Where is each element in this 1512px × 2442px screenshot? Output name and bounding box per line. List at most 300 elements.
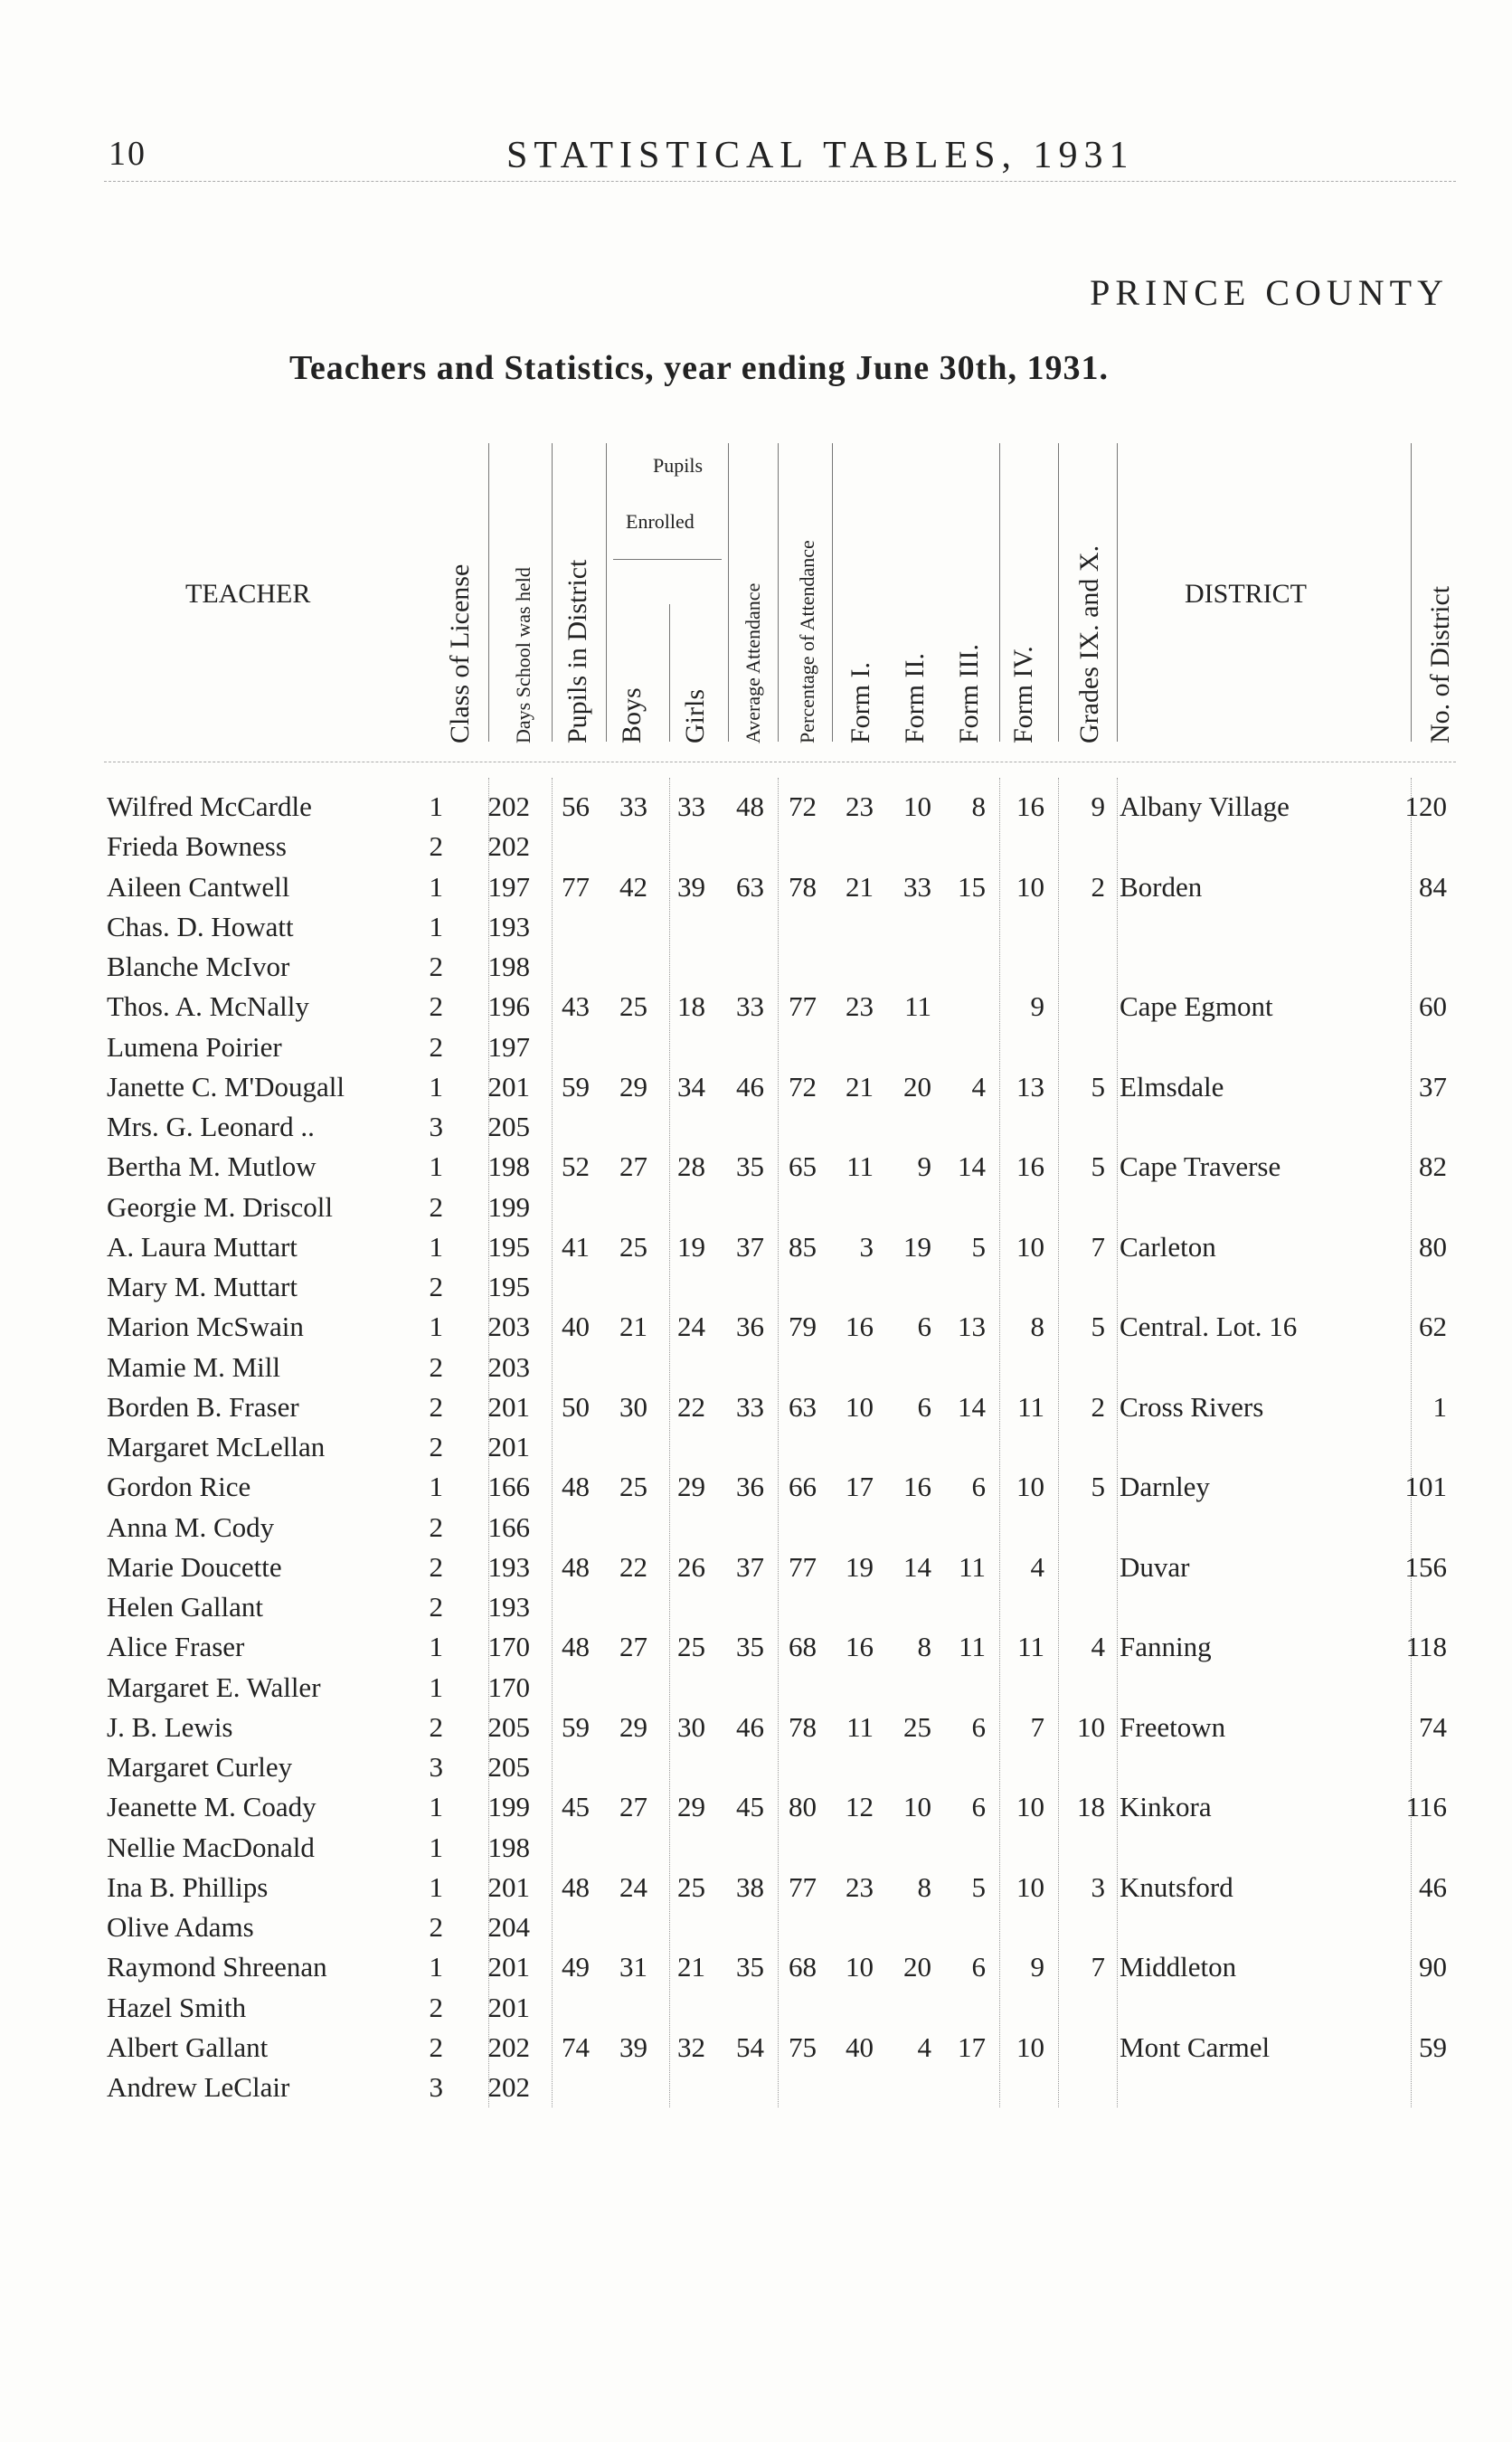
table-row — [0, 1627, 1512, 1667]
percentage-attendance-cell: 78 — [789, 1710, 817, 1743]
table-row — [0, 1307, 1512, 1347]
percentage-attendance-cell: 68 — [789, 1951, 817, 1983]
percentage-attendance-cell: 63 — [789, 1390, 817, 1423]
days-held-cell: 195 — [487, 1230, 530, 1263]
girls-cell: 25 — [677, 1870, 705, 1903]
boys-cell: 27 — [619, 1631, 647, 1663]
form-3-cell: 14 — [958, 1390, 986, 1423]
form-3-cell: 11 — [959, 1550, 986, 1583]
class-of-license-cell: 2 — [429, 1710, 443, 1743]
district-name: Cape Egmont — [1120, 990, 1273, 1023]
days-held-cell: 170 — [487, 1631, 530, 1663]
class-of-license-cell: 2 — [429, 951, 443, 982]
grades-9-10-cell: 3 — [1091, 1870, 1105, 1903]
header-divider — [552, 443, 553, 742]
boys-cell: 27 — [619, 1150, 647, 1183]
table-row — [0, 987, 1512, 1027]
header-divider — [1117, 443, 1118, 742]
days-held-cell: 203 — [487, 1311, 530, 1343]
class-of-license-cell: 2 — [429, 1431, 443, 1462]
days-held-cell: 201 — [487, 1070, 530, 1103]
girls-cell: 18 — [677, 990, 705, 1023]
table-row — [0, 947, 1512, 987]
girls-cell: 39 — [677, 870, 705, 903]
form-3-cell: 5 — [971, 1230, 986, 1263]
header-divider — [488, 443, 489, 742]
form-3-cell: 6 — [971, 1951, 986, 1983]
header-divider — [1058, 443, 1059, 742]
form-3-cell: 11 — [959, 1631, 986, 1663]
district-number-cell: 59 — [1419, 2030, 1447, 2063]
percentage-attendance-cell: 72 — [789, 1070, 817, 1103]
class-of-license-cell: 3 — [429, 1111, 443, 1142]
average-attendance-cell: 54 — [736, 2030, 764, 2063]
teacher-name: Margaret E. Waller — [107, 1671, 321, 1703]
average-attendance-cell: 33 — [736, 1390, 764, 1423]
pupils-in-district-cell: 50 — [562, 1390, 590, 1423]
girls-cell: 19 — [677, 1230, 705, 1263]
average-attendance-cell: 36 — [736, 1471, 764, 1503]
teacher-name: Wilfred McCardle — [107, 790, 312, 822]
table-row — [0, 1708, 1512, 1747]
teacher-name: Mary M. Muttart — [107, 1271, 298, 1302]
percentage-attendance-cell: 68 — [789, 1631, 817, 1663]
percentage-attendance-cell: 78 — [789, 870, 817, 903]
district-number-cell: 90 — [1419, 1951, 1447, 1983]
average-attendance-cell: 33 — [736, 990, 764, 1023]
grades-9-10-cell: 5 — [1091, 1311, 1105, 1343]
form-4-cell: 10 — [1016, 1870, 1044, 1903]
table-row — [0, 867, 1512, 907]
girls-cell: 30 — [677, 1710, 705, 1743]
class-of-license-cell: 2 — [429, 1591, 443, 1623]
teacher-name: Chas. D. Howatt — [107, 910, 294, 942]
table-row — [0, 907, 1512, 947]
table-row — [0, 1587, 1512, 1627]
pupils-in-district-cell: 45 — [562, 1791, 590, 1823]
form-3-cell: 6 — [971, 1791, 986, 1823]
form-2-cell: 25 — [903, 1710, 931, 1743]
district-name: Knutsford — [1120, 1870, 1233, 1903]
header-boys: Boys — [617, 687, 647, 743]
teacher-name: Gordon Rice — [107, 1471, 251, 1503]
class-of-license-cell: 2 — [429, 1190, 443, 1223]
table-row — [0, 1508, 1512, 1548]
table-row — [0, 1668, 1512, 1708]
form-2-cell: 8 — [917, 1631, 931, 1663]
class-of-license-cell: 2 — [429, 1911, 443, 1943]
days-held-cell: 199 — [487, 1791, 530, 1823]
boys-cell: 25 — [619, 1230, 647, 1263]
days-held-cell: 170 — [487, 1671, 530, 1703]
form-4-cell: 11 — [1017, 1631, 1044, 1663]
girls-cell: 21 — [677, 1951, 705, 1983]
teacher-name: Mrs. G. Leonard .. — [107, 1111, 315, 1142]
district-name: Fanning — [1120, 1631, 1212, 1663]
form-4-cell: 8 — [1030, 1311, 1044, 1343]
district-name: Mont Carmel — [1120, 2030, 1271, 2063]
form-2-cell: 20 — [903, 1951, 931, 1983]
district-name: Carleton — [1120, 1230, 1216, 1263]
header-form-1: Form I. — [846, 662, 875, 743]
form-1-cell: 17 — [846, 1471, 874, 1503]
table-row — [0, 1427, 1512, 1467]
teacher-name: Lumena Poirier — [107, 1030, 282, 1063]
class-of-license-cell: 1 — [429, 1150, 443, 1183]
grades-9-10-cell: 2 — [1091, 870, 1105, 903]
header-class-of-license: Class of License — [445, 563, 475, 743]
form-1-cell: 16 — [846, 1631, 874, 1663]
days-held-cell: 205 — [487, 1751, 530, 1783]
average-attendance-cell: 37 — [736, 1550, 764, 1583]
boys-cell: 27 — [619, 1791, 647, 1823]
days-held-cell: 193 — [487, 1550, 530, 1583]
class-of-license-cell: 2 — [429, 1030, 443, 1063]
form-3-cell: 4 — [971, 1070, 986, 1103]
district-name: Middleton — [1120, 1951, 1237, 1983]
table-row — [0, 1787, 1512, 1827]
percentage-attendance-cell: 77 — [789, 1870, 817, 1903]
teacher-name: Jeanette M. Coady — [107, 1791, 317, 1823]
teacher-name: Ina B. Phillips — [107, 1870, 269, 1903]
class-of-license-cell: 2 — [429, 2030, 443, 2063]
pupils-in-district-cell: 40 — [562, 1311, 590, 1343]
average-attendance-cell: 35 — [736, 1951, 764, 1983]
form-1-cell: 21 — [846, 870, 874, 903]
table-body — [0, 787, 1512, 2107]
district-name: Cape Traverse — [1120, 1150, 1281, 1183]
district-number-cell: 82 — [1419, 1150, 1447, 1183]
header-divider — [669, 604, 670, 742]
percentage-attendance-cell: 85 — [789, 1230, 817, 1263]
grades-9-10-cell: 7 — [1091, 1951, 1105, 1983]
page-subtitle: Teachers and Statistics, year ending June 30th, 1931. — [289, 349, 1109, 387]
header-girls: Girls — [680, 689, 710, 743]
pupils-in-district-cell: 74 — [562, 2030, 590, 2063]
class-of-license-cell: 1 — [429, 1070, 443, 1103]
boys-cell: 42 — [619, 870, 647, 903]
days-held-cell: 201 — [487, 1870, 530, 1903]
days-held-cell: 196 — [487, 990, 530, 1023]
days-held-cell: 195 — [487, 1271, 530, 1302]
class-of-license-cell: 1 — [429, 1471, 443, 1503]
form-2-cell: 16 — [903, 1471, 931, 1503]
form-3-cell: 17 — [958, 2030, 986, 2063]
average-attendance-cell: 48 — [736, 790, 764, 822]
teacher-name: Helen Gallant — [107, 1591, 264, 1623]
teacher-name: Janette C. M'Dougall — [107, 1070, 345, 1103]
class-of-license-cell: 2 — [429, 1350, 443, 1383]
girls-cell: 25 — [677, 1631, 705, 1663]
district-number-cell: 62 — [1419, 1311, 1447, 1343]
teacher-name: Nellie MacDonald — [107, 1831, 315, 1863]
form-4-cell: 16 — [1016, 1150, 1044, 1183]
pupils-in-district-cell: 59 — [562, 1070, 590, 1103]
days-held-cell: 201 — [487, 1431, 530, 1462]
girls-cell: 29 — [677, 1791, 705, 1823]
days-held-cell: 201 — [487, 1951, 530, 1983]
pupils-in-district-cell: 59 — [562, 1710, 590, 1743]
grades-9-10-cell: 9 — [1091, 790, 1105, 822]
class-of-license-cell: 2 — [429, 1991, 443, 2023]
teacher-name: Bertha M. Mutlow — [107, 1150, 317, 1183]
class-of-license-cell: 1 — [429, 1831, 443, 1863]
form-4-cell: 10 — [1016, 1230, 1044, 1263]
table-row — [0, 1828, 1512, 1868]
teacher-name: Hazel Smith — [107, 1991, 247, 2023]
table-row — [0, 1747, 1512, 1787]
table-row — [0, 1868, 1512, 1907]
boys-cell: 21 — [619, 1311, 647, 1343]
days-held-cell: 197 — [487, 1030, 530, 1063]
table-row — [0, 1267, 1512, 1307]
form-4-cell: 4 — [1030, 1550, 1044, 1583]
district-name: Cross Rivers — [1120, 1390, 1264, 1423]
class-of-license-cell: 1 — [429, 1671, 443, 1703]
form-1-cell: 12 — [846, 1791, 874, 1823]
district-number-cell: 80 — [1419, 1230, 1447, 1263]
average-attendance-cell: 37 — [736, 1230, 764, 1263]
days-held-cell: 193 — [487, 910, 530, 942]
header-district: DISTRICT — [1185, 579, 1307, 609]
district-name: Duvar — [1120, 1550, 1190, 1583]
form-1-cell: 11 — [846, 1710, 874, 1743]
class-of-license-cell: 1 — [429, 1951, 443, 1983]
district-number-cell: 37 — [1419, 1070, 1447, 1103]
header-pupils-in-district: Pupils in District — [562, 559, 592, 743]
form-1-cell: 16 — [846, 1311, 874, 1343]
header-form-3: Form III. — [954, 644, 984, 743]
form-4-cell: 10 — [1016, 1471, 1044, 1503]
boys-cell: 31 — [619, 1951, 647, 1983]
header-rule — [104, 181, 1456, 182]
header-percentage-attendance: Percentage of Attendance — [796, 540, 818, 743]
boys-cell: 25 — [619, 990, 647, 1023]
header-average-attendance: Average Attendance — [742, 582, 764, 743]
average-attendance-cell: 36 — [736, 1311, 764, 1343]
form-2-cell: 6 — [917, 1390, 931, 1423]
days-held-cell: 198 — [487, 951, 530, 982]
county-title: PRINCE COUNTY — [1090, 272, 1449, 313]
grades-9-10-cell: 18 — [1077, 1791, 1105, 1823]
header-divider — [832, 443, 833, 742]
district-name: Elmsdale — [1120, 1070, 1224, 1103]
percentage-attendance-cell: 72 — [789, 790, 817, 822]
pupils-in-district-cell: 48 — [562, 1550, 590, 1583]
teacher-name: Anna M. Cody — [107, 1510, 275, 1543]
percentage-attendance-cell: 77 — [789, 1550, 817, 1583]
form-4-cell: 9 — [1030, 990, 1044, 1023]
pupils-in-district-cell: 49 — [562, 1951, 590, 1983]
table-row — [0, 1188, 1512, 1227]
form-2-cell: 33 — [903, 870, 931, 903]
girls-cell: 28 — [677, 1150, 705, 1183]
form-3-cell: 8 — [971, 790, 986, 822]
form-4-cell: 9 — [1030, 1951, 1044, 1983]
form-2-cell: 10 — [903, 790, 931, 822]
form-2-cell: 14 — [903, 1550, 931, 1583]
form-1-cell: 23 — [846, 790, 874, 822]
teacher-name: Raymond Shreenan — [107, 1951, 327, 1983]
form-1-cell: 23 — [846, 1870, 874, 1903]
form-3-cell: 13 — [958, 1311, 986, 1343]
district-number-cell: 101 — [1404, 1471, 1447, 1503]
days-held-cell: 202 — [487, 2030, 530, 2063]
form-2-cell: 6 — [917, 1311, 931, 1343]
girls-cell: 29 — [677, 1471, 705, 1503]
teacher-name: Alice Fraser — [107, 1631, 245, 1663]
girls-cell: 33 — [677, 790, 705, 822]
form-1-cell: 40 — [846, 2030, 874, 2063]
girls-cell: 34 — [677, 1070, 705, 1103]
header-divider — [1411, 443, 1412, 742]
grades-9-10-cell: 5 — [1091, 1471, 1105, 1503]
teacher-name: Margaret McLellan — [107, 1431, 326, 1462]
teacher-name: Frieda Bowness — [107, 830, 287, 863]
teacher-name: Borden B. Fraser — [107, 1390, 299, 1423]
class-of-license-cell: 2 — [429, 830, 443, 863]
header-divider — [999, 443, 1000, 742]
days-held-cell: 205 — [487, 1111, 530, 1142]
girls-cell: 32 — [677, 2030, 705, 2063]
form-2-cell: 9 — [917, 1150, 931, 1183]
header-divider — [728, 443, 729, 742]
boys-cell: 29 — [619, 1070, 647, 1103]
district-number-cell: 60 — [1419, 990, 1447, 1023]
class-of-license-cell: 1 — [429, 1230, 443, 1263]
girls-cell: 22 — [677, 1390, 705, 1423]
days-held-cell: 166 — [487, 1471, 530, 1503]
percentage-attendance-cell: 66 — [789, 1471, 817, 1503]
district-number-cell: 1 — [1432, 1390, 1447, 1423]
teacher-name: Thos. A. McNally — [107, 990, 309, 1023]
teacher-name: Mamie M. Mill — [107, 1350, 281, 1383]
district-name: Darnley — [1120, 1471, 1210, 1503]
table-row — [0, 1067, 1512, 1107]
days-held-cell: 203 — [487, 1350, 530, 1383]
grades-9-10-cell: 5 — [1091, 1150, 1105, 1183]
teacher-name: A. Laura Muttart — [107, 1230, 298, 1263]
days-held-cell: 202 — [487, 790, 530, 822]
class-of-license-cell: 1 — [429, 1791, 443, 1823]
pupils-in-district-cell: 48 — [562, 1870, 590, 1903]
form-3-cell: 6 — [971, 1471, 986, 1503]
running-head: STATISTICAL TABLES, 1931 — [506, 135, 1135, 176]
header-grades: Grades IX. and X. — [1074, 544, 1104, 743]
teacher-name: Blanche McIvor — [107, 951, 290, 982]
class-of-license-cell: 2 — [429, 990, 443, 1023]
boys-cell: 30 — [619, 1390, 647, 1423]
form-3-cell: 5 — [971, 1870, 986, 1903]
table-row — [0, 1947, 1512, 1987]
header-form-2: Form II. — [900, 653, 930, 743]
teacher-name: Andrew LeClair — [107, 2071, 290, 2103]
header-pupils: Pupils — [653, 454, 704, 477]
header-divider — [778, 443, 779, 742]
teacher-name: Marion McSwain — [107, 1311, 304, 1343]
days-held-cell: 205 — [487, 1710, 530, 1743]
district-name: Freetown — [1120, 1710, 1226, 1743]
form-2-cell: 4 — [917, 2030, 931, 2063]
teacher-name: Margaret Curley — [107, 1751, 293, 1783]
grades-9-10-cell: 2 — [1091, 1390, 1105, 1423]
table-row — [0, 787, 1512, 827]
days-held-cell: 193 — [487, 1591, 530, 1623]
table-row — [0, 1548, 1512, 1587]
average-attendance-cell: 46 — [736, 1710, 764, 1743]
percentage-attendance-cell: 79 — [789, 1311, 817, 1343]
boys-cell: 39 — [619, 2030, 647, 2063]
header-days-school-held: Days School was held — [512, 567, 534, 743]
days-held-cell: 202 — [487, 2071, 530, 2103]
class-of-license-cell: 3 — [429, 1751, 443, 1783]
form-2-cell: 8 — [917, 1870, 931, 1903]
header-teacher: TEACHER — [185, 579, 311, 609]
days-held-cell: 199 — [487, 1190, 530, 1223]
form-1-cell: 21 — [846, 1070, 874, 1103]
district-number-cell: 156 — [1404, 1550, 1447, 1583]
enrolled-rule — [613, 559, 722, 560]
form-1-cell: 10 — [846, 1951, 874, 1983]
days-held-cell: 202 — [487, 830, 530, 863]
form-4-cell: 13 — [1016, 1070, 1044, 1103]
table-row — [0, 827, 1512, 866]
header-form-4: Form IV. — [1008, 646, 1038, 743]
class-of-license-cell: 1 — [429, 1311, 443, 1343]
form-1-cell: 23 — [846, 990, 874, 1023]
district-number-cell: 116 — [1405, 1791, 1447, 1823]
table-row — [0, 2028, 1512, 2068]
table-row — [0, 1907, 1512, 1947]
form-2-cell: 19 — [903, 1230, 931, 1263]
class-of-license-cell: 3 — [429, 2071, 443, 2103]
form-4-cell: 16 — [1016, 790, 1044, 822]
class-of-license-cell: 1 — [429, 790, 443, 822]
table-row — [0, 1387, 1512, 1427]
pupils-in-district-cell: 48 — [562, 1631, 590, 1663]
boys-cell: 22 — [619, 1550, 647, 1583]
pupils-in-district-cell: 56 — [562, 790, 590, 822]
pupils-in-district-cell: 48 — [562, 1471, 590, 1503]
class-of-license-cell: 1 — [429, 1631, 443, 1663]
pupils-in-district-cell: 43 — [562, 990, 590, 1023]
teacher-name: Aileen Cantwell — [107, 870, 290, 903]
form-4-cell: 10 — [1016, 2030, 1044, 2063]
percentage-attendance-cell: 80 — [789, 1791, 817, 1823]
class-of-license-cell: 1 — [429, 870, 443, 903]
form-4-cell: 11 — [1017, 1390, 1044, 1423]
teacher-name: Georgie M. Driscoll — [107, 1190, 333, 1223]
average-attendance-cell: 46 — [736, 1070, 764, 1103]
percentage-attendance-cell: 75 — [789, 2030, 817, 2063]
form-4-cell: 10 — [1016, 870, 1044, 903]
days-held-cell: 201 — [487, 1390, 530, 1423]
district-number-cell: 74 — [1419, 1710, 1447, 1743]
table-row — [0, 1107, 1512, 1147]
table-row — [0, 1348, 1512, 1387]
class-of-license-cell: 1 — [429, 1870, 443, 1903]
form-2-cell: 10 — [903, 1791, 931, 1823]
class-of-license-cell: 2 — [429, 1510, 443, 1543]
form-4-cell: 7 — [1030, 1710, 1044, 1743]
district-name: Borden — [1120, 870, 1203, 903]
district-number-cell: 46 — [1419, 1870, 1447, 1903]
average-attendance-cell: 45 — [736, 1791, 764, 1823]
class-of-license-cell: 2 — [429, 1390, 443, 1423]
header-enrolled: Enrolled — [626, 510, 695, 533]
pupils-in-district-cell: 41 — [562, 1230, 590, 1263]
form-1-cell: 19 — [846, 1550, 874, 1583]
